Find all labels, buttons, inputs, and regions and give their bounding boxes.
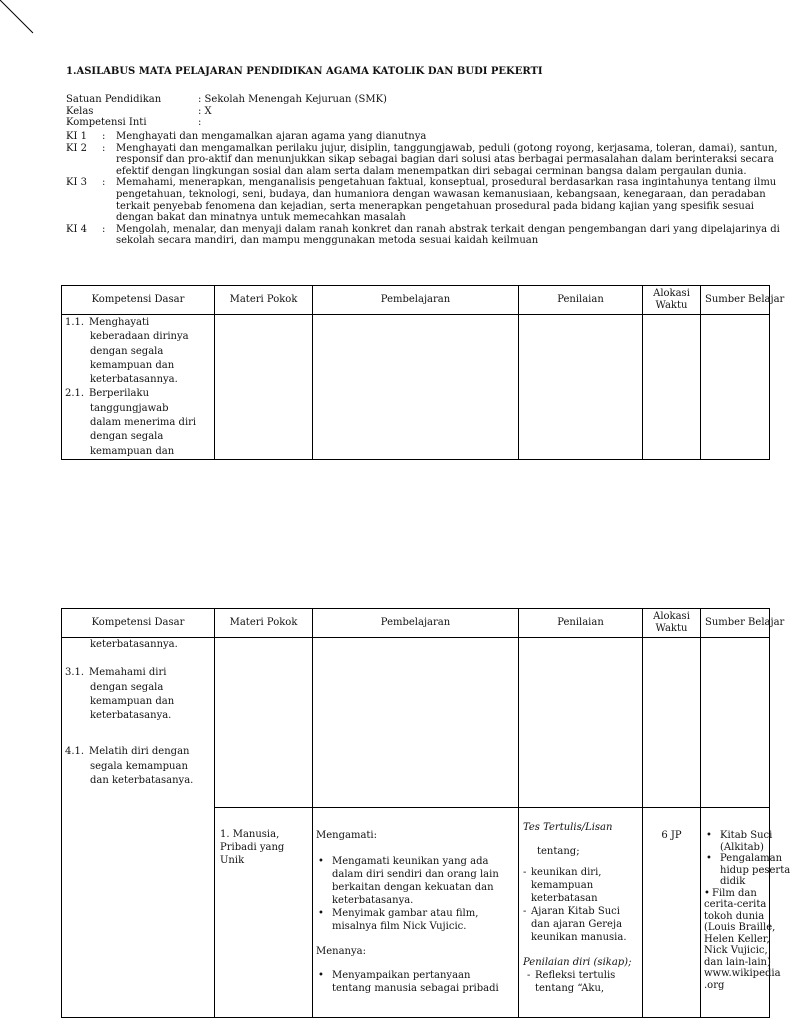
ki-colon: :	[102, 177, 106, 189]
materi-line: Unik	[220, 855, 245, 866]
item-line: hidup peserta	[720, 864, 790, 876]
dash-marker: -	[523, 867, 527, 878]
kd-number: 1.1.	[65, 317, 85, 328]
kompetensi-inti-list	[66, 131, 780, 247]
meta-kelas	[66, 106, 387, 118]
sumber-item	[716, 853, 790, 888]
meta-value: :	[198, 117, 202, 129]
pembelajaran-item	[328, 855, 518, 907]
item-line: • Mengamati keunikan yang ada	[332, 856, 489, 867]
item-line: .org	[704, 979, 725, 991]
item-line: tentang “Aku,	[535, 983, 605, 994]
ki-colon: :	[102, 223, 106, 235]
penilaian-cell	[519, 315, 643, 460]
kd-line: Menghayati	[89, 317, 150, 328]
syllabus-table-1	[61, 285, 785, 460]
ki-2	[66, 142, 778, 178]
materi-cell	[215, 808, 313, 1018]
tentang-label: tentang;	[537, 846, 580, 857]
item-line: • Kitab Suci	[720, 830, 773, 841]
ki-code: KI 4	[66, 223, 87, 235]
meta-label: Satuan Pendidikan	[66, 94, 162, 105]
meta-label: Kompetensi Inti	[66, 117, 147, 129]
ki-code: KI 1	[66, 131, 87, 142]
kd-line: kemampuan dan	[90, 445, 175, 457]
item-line: keunikan manusia.	[531, 932, 627, 943]
meta-label: Kelas	[66, 105, 94, 117]
item-line: cerita-cerita	[704, 899, 767, 910]
kd-item-2-1	[62, 387, 214, 401]
alokasi-cell	[643, 638, 701, 808]
header-materi-pokok: Materi Pokok	[215, 609, 313, 638]
item-line: berkaitan dengan kekuatan dan	[332, 882, 494, 893]
bullet-marker: •	[704, 887, 710, 899]
alokasi-cell	[643, 808, 701, 1018]
item-line: www.wikipedia	[704, 968, 781, 979]
item-line: • Pengalaman	[720, 853, 783, 864]
kd-item-4-1	[62, 745, 214, 759]
kd-number: 4.1.	[65, 746, 85, 758]
header-text: Alokasi Waktu	[653, 288, 690, 311]
corner-fold-line	[0, 0, 40, 40]
table-row	[62, 315, 770, 460]
item-line: Film dan	[712, 887, 757, 899]
header-kompetensi-dasar: Kompetensi Dasar	[62, 286, 215, 315]
kd-number: 2.1.	[65, 388, 85, 400]
kd-line: keterbatasanya.	[90, 710, 172, 722]
pembelajaran-item	[328, 907, 518, 933]
meta-value: : Sekolah Menengah Kejuruan (SMK)	[198, 94, 387, 105]
penilaian-item	[523, 969, 642, 995]
item-line: dan ajaran Gereja	[531, 919, 623, 930]
kd-line: kemampuan dan	[90, 359, 175, 371]
header-penilaian: Penilaian	[519, 609, 643, 638]
header-penilaian: Penilaian	[519, 286, 643, 315]
item-line: Ajaran Kitab Suci	[531, 906, 620, 917]
item-line: Helen Keller,	[704, 933, 770, 945]
item-line: tentang manusia sebagai pribadi	[332, 983, 499, 994]
kd-number: 3.1.	[65, 667, 85, 679]
header-alokasi-waktu	[643, 609, 701, 638]
header-sumber-belajar: Sumber Belajar	[701, 609, 770, 638]
header-pembelajaran: Pembelajaran	[313, 286, 519, 315]
kd-line: dengan segala	[90, 431, 164, 443]
syllabus-table-2	[61, 608, 790, 1018]
ki-line: Mengolah, menalar, dan menyaji dalam ranah konkret dan ranah abstrak terkait dengan pengembangan dari yang dipelajarinya di	[116, 223, 780, 235]
item-line: Nick Vujicic,	[704, 945, 768, 956]
table-header-row	[62, 286, 770, 315]
item-line: dalam diri sendiri dan orang lain	[332, 869, 499, 880]
ki-line: sekolah secara mandiri, dan mampu menggunakan metoda sesuai kaidah keilmuan	[116, 235, 539, 247]
item-line: • Menyimak gambar atau film,	[332, 908, 479, 919]
kd-line: Berperilaku	[89, 388, 150, 400]
kd-line: segala kemampuan	[90, 760, 188, 772]
sumber-cell	[701, 638, 770, 808]
ki-code: KI 2	[66, 142, 87, 154]
table-header-row	[62, 609, 770, 638]
penilaian-cell	[519, 808, 643, 1018]
sumber-cell	[701, 808, 790, 1018]
kd-cell	[62, 315, 215, 460]
materi-line: Pribadi yang	[220, 842, 285, 853]
kd-line: dan keterbatasanya.	[90, 775, 194, 787]
item-line: keunikan diri,	[531, 867, 602, 878]
penilaian-item	[523, 905, 642, 944]
ki-line: Menghayati dan mengamalkan perilaku jujur, disiplin, tanggungjawab, peduli (gotong royong, kerjasama, toleran, damai), santun,	[116, 142, 778, 154]
alokasi-value: 6 JP	[661, 830, 682, 841]
kd-line: dengan segala	[90, 681, 164, 693]
kd-item-3-1	[62, 666, 214, 680]
ki-3	[66, 177, 777, 224]
kd-cell	[62, 638, 215, 1018]
sumber-item	[704, 888, 769, 900]
materi-cell	[215, 638, 313, 808]
item-line: (Alkitab)	[720, 841, 764, 853]
ki-line: terkait penyebab fenomena dan kejadian, serta menerapkan pengetahuan prosedural pada bidang kajian yang spesifik sesuai	[116, 200, 755, 212]
item-line: misalnya film Nick Vujicic.	[332, 921, 467, 932]
meta-value: : X	[198, 105, 212, 117]
ki-line: pengetahuan, teknologi, seni, budaya, dan humaniora dengan wawasan kemanusiaan, kebangsaan, kenegaraan, dan peradaban	[116, 188, 766, 200]
ki-line: efektif dengan lingkungan sosial dan alam serta dalam menempatkan diri sebagai cerminan bangsa dalam pergaulan dunia.	[116, 165, 747, 177]
kd-line: dengan segala	[90, 345, 164, 357]
ki-1	[66, 131, 768, 143]
mengamati-label: Mengamati:	[316, 830, 377, 841]
ki-colon: :	[102, 131, 106, 142]
kd-line: keterbatasannya.	[90, 374, 178, 386]
kd-line: keberadaan dirinya	[90, 331, 189, 343]
penilaian-cell	[519, 638, 643, 808]
item-line: tokoh dunia	[704, 910, 765, 922]
ki-4	[66, 223, 780, 247]
alokasi-cell	[643, 315, 701, 460]
pembelajaran-cell	[313, 315, 519, 460]
item-line: (Louis Braille,	[704, 922, 776, 933]
kd-item-1-1	[62, 316, 214, 330]
penilaian-diri-label: Penilaian diri (sikap);	[523, 957, 632, 968]
meta-kompetensi-inti	[66, 117, 387, 129]
sumber-cell	[701, 315, 770, 460]
ki-line: Menghayati dan mengamalkan ajaran agama yang dianutnya	[116, 131, 427, 142]
kd-line: dalam menerima diri	[90, 417, 197, 429]
header-sumber-belajar: Sumber Belajar	[701, 286, 770, 315]
item-line: keterbatasan	[531, 893, 598, 904]
item-line: kemampuan	[531, 880, 594, 891]
header-materi-pokok: Materi Pokok	[215, 286, 313, 315]
ki-line: responsif dan pro-aktif dan menunjukkan sikap sebagai bagian dari solusi atas berbagai permasalahan dalam berinteraksi secara	[116, 154, 774, 166]
dash-marker: -	[523, 906, 527, 917]
header-kompetensi-dasar: Kompetensi Dasar	[62, 609, 215, 638]
penilaian-item	[523, 866, 642, 905]
tes-label: Tes Tertulis/Lisan	[523, 822, 613, 833]
header-text: Alokasi Waktu	[653, 611, 690, 634]
ki-line: dengan bakat dan minatnya untuk memecahkan masalah	[116, 212, 406, 224]
pembelajaran-cell	[313, 808, 519, 1018]
kd-line: kemampuan dan	[90, 695, 175, 707]
document-title: 1.ASILABUS MATA PELAJARAN PENDIDIKAN AGAMA KATOLIK DAN BUDI PEKERTI	[66, 66, 543, 77]
materi-cell	[215, 315, 313, 460]
ki-colon: :	[102, 142, 106, 154]
pembelajaran-item	[328, 969, 518, 995]
menanya-label: Menanya:	[316, 946, 366, 957]
kd-line: keterbatasannya.	[90, 639, 178, 650]
ki-line: Memahami, menerapkan, menganalisis pengetahuan faktual, konseptual, prosedural berdasarkan rasa ingintahunya tentang ilmu	[116, 177, 777, 189]
meta-satuan	[66, 94, 387, 106]
item-line: keterbatasanya.	[332, 895, 414, 906]
item-line: didik	[720, 876, 746, 887]
header-pembelajaran: Pembelajaran	[313, 609, 519, 638]
kd-line: Melatih diri dengan	[89, 746, 190, 758]
header-alokasi-waktu	[643, 286, 701, 315]
ki-code: KI 3	[66, 177, 87, 189]
item-line: Refleksi tertulis	[535, 970, 616, 981]
identity-block	[66, 94, 387, 129]
item-line: • Menyampaikan pertanyaan	[332, 970, 471, 981]
kd-line: Memahami diri	[89, 667, 167, 679]
pembelajaran-cell	[313, 638, 519, 808]
materi-line: 1. Manusia,	[220, 829, 280, 840]
table-row	[62, 638, 770, 808]
item-line: dan lain-lain)	[704, 956, 771, 968]
kd-line: tanggungjawab	[90, 402, 169, 414]
sumber-item	[716, 830, 773, 853]
dash-marker: -	[527, 970, 531, 981]
